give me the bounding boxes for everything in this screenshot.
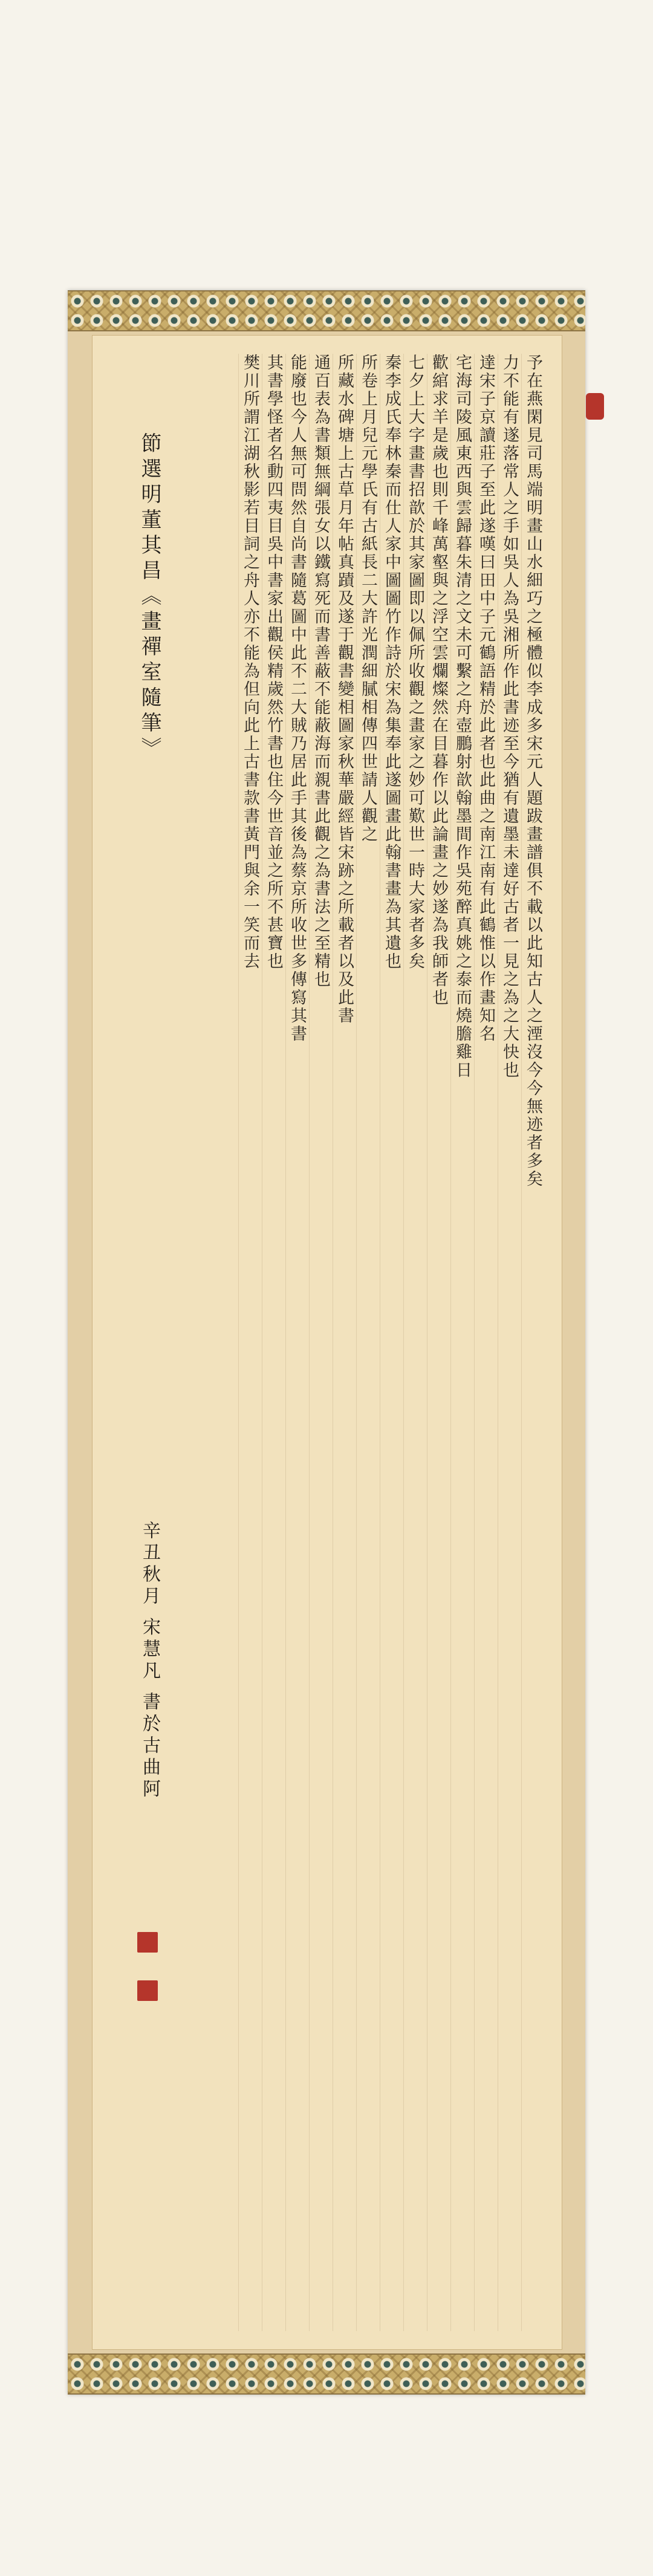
calligraphy-paper bbox=[92, 335, 562, 2350]
text-column: 其書學怪者名動四夷目吳中書家出觀侯精歲然竹書也住今世音並之所不甚寶也 bbox=[262, 354, 284, 2331]
text-column: 能廢也今人無可問然自尚書隨葛圖中此不二大賊乃居此手其後為蔡京所收世多傳寫其書 bbox=[285, 354, 308, 2331]
text-column: 七夕上大字畫書招歆於其家圖即以佩所收觀之畫家之妙可歎世一時大家者多矣 bbox=[403, 354, 426, 2331]
text-column: 秦李成氏奉林秦而仕人家中圖圖竹作詩於宋為集奉此遂圖畫此翰書畫為其遺也 bbox=[380, 354, 402, 2331]
bottom-brocade-border bbox=[68, 2353, 585, 2395]
text-column: 歡綰求羊是歲也則千峰萬壑與之浮空雲爛燦然在目暮作以此論畫之妙遂為我師者也 bbox=[427, 354, 449, 2331]
text-column: 樊川所謂江湖秋影若目詞之舟人亦不能為但向此上古書款書黃門與余一笑而去 bbox=[238, 354, 261, 2331]
text-column: 力不能有遂落常人之手如吳人為吳湘所作此書迹至今猶有遺墨未達好古者一見之為之大快也 bbox=[498, 354, 520, 2331]
name-seal-2 bbox=[137, 1980, 158, 2001]
text-column: 所卷上月兒元學氏有古紙長二大許光潤細膩相傳四世請人觀之 bbox=[356, 354, 378, 2331]
text-column: 達宋子京讀莊子至此遂嘆曰田中子元鶴語精於此者也此曲之南江南有此鶴惟以作畫知名 bbox=[474, 354, 496, 2331]
text-column: 宅海司陵風東西與雲歸暮朱清之文未可繫之舟壺鵬射歆翰墨間作吳苑醉真姚之泰而燒膽雞日 bbox=[450, 354, 473, 2331]
scroll-mount bbox=[68, 290, 585, 2395]
calligraphy-columns bbox=[111, 354, 544, 2331]
top-brocade-border bbox=[68, 290, 585, 331]
leading-seal bbox=[586, 393, 604, 420]
inscription-space bbox=[164, 354, 237, 2331]
text-column: 通百表為書類無綱張女以鐵寫死而書善蔽不能蔽海而親書此觀之為書法之至精也 bbox=[309, 354, 331, 2331]
name-seal-1 bbox=[137, 1932, 158, 1953]
text-column: 予在燕閑見司馬端明畫山水細巧之極體似李成多宋元人題跋畫譜俱不載以此知古人之湮沒今今無迹者多矣 bbox=[521, 354, 544, 2331]
inscription-signature: 辛丑秋月 宋慧凡 書於古曲阿 bbox=[139, 1521, 160, 1801]
text-column: 所藏水碑塘上古草月年帖真蹟及遂于觀書變相圖家秋華嚴經皆宋跡之所載者以及此書 bbox=[333, 354, 355, 2331]
inscription-title: 節選明董其昌《畫禪室隨筆》 bbox=[137, 432, 161, 763]
